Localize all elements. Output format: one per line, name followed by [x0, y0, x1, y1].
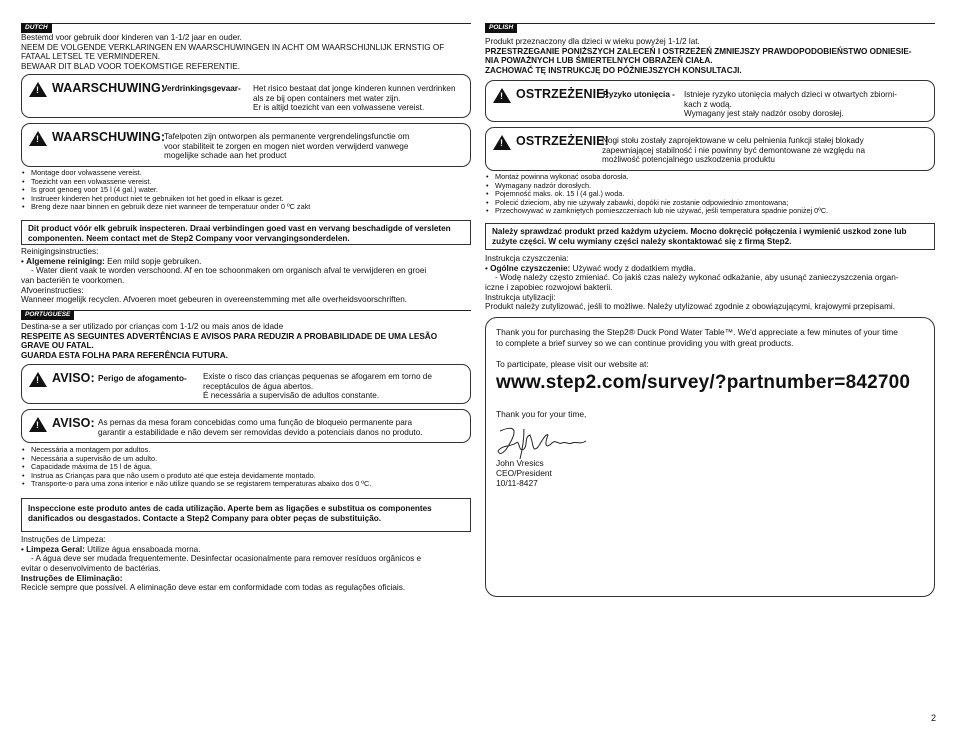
warning-icon [29, 417, 47, 432]
polish-section: POLISH Produkt przeznaczony dla dzieci w wieku powyżej 1-1/2 lat. PRZESTRZEGANIE PONIŻSZYCH ZALECEŃ I OSTRZEŻEŃ ZMNIEJSZY PRAWDOPODOBIEŃSTWO ODNIESIE- NIA POWAŻNYCH LUB ŚMIERTELNYCH OBRAŻEŃ CIAŁA. ZACHOWAĆ TĘ INSTRUKCJĘ DO PÓŹNIEJSZYCH KONSULTACJI. ! OSTRZEŻENIE! Ryzyko utonięcia - Istnieje ryzyko utonięcia małych dzieci w otwartych zbiorni- kach z wodą. Wymagany jest stały nadzór osoby dorosłej. ! OSTRZEŻENIE! Nogi stołu zostały zaprojektowane w celu pełnienia funkcji stałej blokady zapewniającej stabilność i nie powinny być demontowane ze względu na możliwość potencjalnego uszkodzenia produktu • Montaż powinna wykonać osoba dorosła. • Wymagany nadzór dorosłych. • Pojemność maks. ok. 15 l (4 gal.) woda. • Polecić dzieciom, aby nie używały zabawki, dopóki nie zostanie odpowiednio zmontowana; • Przechowywać w zamkniętych pomieszczeniach lub nie używać, jeśli temperatura spadnie poniżej 0ºC. Należy sprawdzać produkt przed każdym użyciem. Mocno dokręcić połączenia i wymienić uszkod zone lub zużyte części. W celu wymiany części należy skontaktować się z firmą Step2. Instrukcja czyszczenia: • Ogólne czyszczenie: Używać wody z dodatkiem mydła. - Wodę należy często zmieniać. Co jakiś czas należy wykonać odkażanie, aby usunąć zanieczyszczenia organ- iczne i zapobiec rozwojowi bakterii. Instrukcja utylizacji: Produkt należy zutylizować, jeśli to możliwe. Należy utylizować zgodnie z obowiązującymi, krajowymi przepisami. [485, 23, 935, 316]
warning-line: garantir a estabilidade e não devem ser removidas devido a potenciais danos no produto. [98, 427, 423, 437]
pl-intro-2: PRZESTRZEGANIE PONIŻSZYCH ZALECEŃ I OSTRZEŻEŃ ZMNIEJSZY PRAWDOPODOBIEŃSTWO ODNIESIE- [485, 46, 912, 56]
page-number: 2 [931, 713, 937, 723]
list-item: • Transporte-o para uma zona interior e não utilize quando se se registarem temperaturas abaixo dos 0 ºC. [21, 480, 471, 489]
survey-thanks-2: to complete a brief survey so we can continue providing you with great products. [496, 337, 794, 348]
survey-url[interactable]: www.step2.com/survey/?partnumber=842700 [496, 372, 911, 393]
pl-dispose-heading: Instrukcja utylizacji: [485, 292, 556, 302]
dutch-intro-4: BEWAAR DIT BLAD VOOR TOEKOMSTIGE REFERENTIE. [21, 62, 240, 72]
list-item: • Polecić dzieciom, aby nie używały zabawki, dopóki nie zostanie odpowiednio zmontowana; [485, 199, 935, 208]
warning-title: WAARSCHUWING: [52, 130, 166, 144]
warning-line: als ze bij open containers met water zijn. [253, 93, 401, 103]
warning-icon [29, 82, 47, 97]
warning-label: Verdrinkingsgevaar- [162, 84, 241, 93]
survey-thanks-1: Thank you for purchasing the Step2® Duck Pond Water Table™. We'd appreciate a few minutes of your time [496, 327, 898, 337]
pt-warning-legs [21, 409, 471, 443]
warning-line: Nogi stołu zostały zaprojektowane w celu pełnienia funkcji stałej blokady [602, 136, 864, 145]
warning-icon [493, 88, 511, 103]
list-item: • Necessária a montagem por adultos. [21, 446, 471, 455]
pt-dispose-heading: Instruções de Eliminação: [21, 573, 123, 583]
pt-warning-drowning [21, 364, 471, 404]
list-item: • Pojemność maks. ok. 15 l (4 gal.) woda. [485, 190, 935, 199]
dutch-inspect-box: Dit product vóór elk gebruik inspecteren. Draai verbindingen goed vast en vervang beschadigde of versleten componenten. Neem contact met de Step2 Company voor vervangingsonderdelen. [21, 220, 471, 245]
warning-line: mogelijke schade aan het product [164, 151, 287, 161]
pt-clean-label: Limpeza Geral: [26, 544, 85, 554]
dutch-dispose-heading: Afvoerinstructies: [21, 285, 84, 295]
pt-intro-1: Destina-se a ser utilizado por crianças com 1-1/2 ou mais anos de idade [21, 322, 284, 331]
warning-label: Ryzyko utonięcia - [603, 90, 675, 99]
warning-icon [29, 372, 47, 387]
document-code: 10/11-8427 [496, 478, 538, 489]
warning-line: É necessária a supervisão de adultos constante. [203, 391, 380, 401]
dutch-clean-text: Een mild sopje gebruiken. [107, 256, 202, 266]
pt-inspect-box: Inspeccione este produto antes de cada utilização. Aperte bem as ligações e substitua os componentes danificados ou desgastados. Contacte a Step2 Company para obter peças de substituição. [21, 498, 471, 532]
warning-line: możliwość potencjalnego uszkodzenia produktu [602, 155, 775, 165]
list-item: • Instrua as Crianças para que não usem o produto até que esteja devidamente montado. [21, 472, 471, 481]
list-item: • Instrueer kinderen het product niet te gebruiken tot het goed in elkaar is gezet. [21, 195, 471, 204]
warning-icon [493, 135, 511, 150]
pl-warning-drowning [485, 80, 935, 122]
pl-clean-sub2: iczne i zapobiec rozwojowi bakterii. [485, 283, 613, 293]
dutch-intro-3: FATAAL LETSEL TE VERMINDEREN. [21, 52, 161, 62]
warning-title: AVISO: [52, 371, 95, 385]
portuguese-section: PORTUGUESE Destina-se a ser utilizado por crianças com 1-1/2 ou mais anos de idade RESPEITE AS SEGUINTES ADVERTÊNCIAS E AVISOS PARA REDUZIR A PROBABILIDADE DE UMA LESÃO GRAVE OU FATAL. GUARDA ESTA FOLHA PARA REFERÊNCIA FUTURA. ! AVISO: Perigo de afogamento- Existe o risco das crianças pequenas se afogarem em torno de receptáculos de água abertos. É necessária a supervisão de adultos constante. ! AVISO: As pernas da mesa foram concebidas como uma função de bloqueio permanente para garantir a estabilidade e não devem ser removidas devido a potenciais danos no produto. • Necessária a montagem por adultos. • Necessária a supervisão de um adulto. • Capacidade máxima de 15 l de água. • Instrua as Crianças para que não usem o produto até que esteja devidamente montado. • Transporte-o para uma zona interior e não utilize quando se se registarem temperaturas abaixo dos 0 ºC. Inspeccione este produto antes de cada utilização. Aperte bem as ligações e substitua os componentes danificados ou desgastados. Contacte a Step2 Company para obter peças de substituição. Instruções de Limpeza: • Limpeza Geral: Utilize água ensaboada morna. - A água deve ser mudada frequentemente. Desinfectar ocasionalmente para remover resíduos orgânicos e evitar o desenvolvimento de bactérias. Instruções de Eliminação: Recicle sempre que possível. A eliminação deve estar em conformidade com todas as regulações oficiais. [21, 310, 471, 603]
dutch-clean-sub1: - Water dient vaak te worden verschoond. Af en toe schoonmaken om organisch afval te verwijderen en groei [31, 266, 427, 276]
survey-card [485, 317, 935, 597]
signature-image [494, 423, 594, 463]
warning-line: As pernas da mesa foram concebidas como uma função de bloqueio permanente para [98, 418, 413, 427]
pl-intro-3: NIA POWAŻNYCH LUB ŚMIERTELNYCH OBRAŻEŃ CIAŁA. [485, 56, 713, 66]
pt-intro-4: GUARDA ESTA FOLHA PARA REFERÊNCIA FUTURA. [21, 351, 228, 361]
warning-line: voor stabiliteit te zorgen en mogen niet worden verwijderd vanwege [164, 141, 409, 151]
warning-icon [29, 131, 47, 146]
signer-name: John Vresics [496, 458, 544, 468]
dutch-bullets [21, 169, 471, 212]
dutch-intro-1: Bestemd voor gebruik door kinderen van 1-1/2 jaar en ouder. [21, 33, 242, 42]
portuguese-tag: PORTUGUESE [21, 310, 74, 320]
polish-tag: POLISH [485, 23, 517, 33]
pl-intro-1: Produkt przeznaczony dla dzieci w wieku powyżej 1-1/2 lat. [485, 37, 700, 46]
list-item: • Toezicht van een volwassene vereist. [21, 178, 471, 187]
warning-line: Existe o risco das crianças pequenas se afogarem em torno de [203, 372, 432, 381]
warning-line: Er is altijd toezicht van een volwassene vereist. [253, 103, 425, 113]
dutch-clean-sub2: van bacteriën te voorkomen. [21, 276, 125, 286]
warning-line: receptáculos de água abertos. [203, 381, 314, 391]
pl-warning-legs [485, 127, 935, 171]
warning-line: Istnieje ryzyko utonięcia małych dzieci w otwartych zbiorni- [684, 90, 897, 99]
pt-bullets [21, 446, 471, 489]
dutch-clean-heading: Reinigingsinstructies: [21, 247, 99, 256]
list-item: • Montaż powinna wykonać osoba dorosła. [485, 173, 935, 182]
pt-clean-text: Utilize água ensaboada morna. [87, 544, 201, 554]
dutch-section: DUTCH Bestemd voor gebruik door kinderen van 1-1/2 jaar en ouder. NEEM DE VOLGENDE VERKLARINGEN EN WAARSCHUWINGEN IN ACHT OM WAARSCHIJNLIJK ERNSTIG OF FATAAL LETSEL TE VERMINDEREN. BEWAAR DIT BLAD VOOR TOEKOMSTIGE REFERENTIE. ! WAARSCHUWING: Verdrinkingsgevaar- Het risico bestaat dat jonge kinderen kunnen verdrinken als ze bij open containers met water zijn. Er is altijd toezicht van een volwassene vereist. ! WAARSCHUWING: Tafelpoten zijn ontworpen als permanente vergrendelingsfunctie om voor stabiliteit te zorgen en mogen niet worden verwijderd vanwege mogelijke schade aan het product • Montage door volwassene vereist. • Toezicht van een volwassene vereist. • Is groot genoeg voor 15 l (4 gal.) water. • Instrueer kinderen het product niet te gebruiken tot het goed in elkaar is gezet. • Breng deze naar binnen en gebruik deze niet wanneer de temperatuur onder 0 ºC zakt Dit product vóór elk gebruik inspecteren. Draai verbindingen goed vast en vervang beschadigde of versleten componenten. Neem contact met de Step2 Company voor vervangingsonderdelen. Reinigingsinstructies: • Algemene reiniging: Een mild sopje gebruiken. - Water dient vaak te worden verschoond. Af en toe schoonmaken om organisch afval te verwijderen en groei van bacteriën te voorkomen. Afvoerinstructies: Wanneer mogelijk recyclen. Afvoeren moet gebeuren in overeenstemming met alle overheidsvoorschriften. [21, 23, 471, 296]
warning-title: OSTRZEŻENIE! [516, 87, 609, 101]
dutch-dispose-text: Wanneer mogelijk recyclen. Afvoeren moet gebeuren in overeenstemming met alle overheidsvoorschriften. [21, 295, 408, 305]
warning-line: zapewniającej stabilność i nie powinny być demontowane ze względu na [602, 145, 866, 155]
list-item: • Necessária a supervisão de um adulto. [21, 455, 471, 464]
signer-role: CEO/President [496, 468, 552, 479]
pl-dispose-text: Produkt należy zutylizować, jeśli to możliwe. Należy utylizować zgodnie z obowiązującymi, krajowymi przepisami. [485, 302, 895, 312]
pl-inspect-box: Należy sprawdzać produkt przed każdym użyciem. Mocno dokręcić połączenia i wymienić uszkod zone lub zużyte części. W celu wymiany części należy skontaktować się z firmą Step2. [485, 223, 935, 250]
right-column [485, 23, 935, 489]
dutch-intro-2: NEEM DE VOLGENDE VERKLARINGEN EN WAARSCHUWINGEN IN ACHT OM WAARSCHIJNLIJK ERNSTIG OF [21, 42, 445, 52]
warning-title: AVISO: [52, 416, 95, 430]
warning-title: WAARSCHUWING: [52, 81, 166, 95]
list-item: • Capacidade máxima de 15 l de água. [21, 463, 471, 472]
survey-participate: To participate, please visit our website at: [496, 358, 649, 369]
pt-clean-sub1: - A água deve ser mudada frequentemente. Desinfectar ocasionalmente para remover resíduos orgânicos e [31, 554, 422, 564]
list-item: • Breng deze naar binnen en gebruik deze niet wanneer de temperatuur onder 0 ºC zakt [21, 203, 471, 212]
warning-line: Wymagany jest stały nadzór osoby dorosłej. [684, 109, 844, 119]
pt-dispose-text: Recicle sempre que possível. A eliminação deve estar em conformidade com todas as regulações oficiais. [21, 583, 406, 593]
pt-intro-3: GRAVE OU FATAL. [21, 341, 94, 351]
warning-label: Perigo de afogamento- [98, 374, 187, 383]
pt-clean-heading: Instruções de Limpeza: [21, 535, 106, 544]
pl-clean-label: Ogólne czyszczenie: [490, 263, 571, 273]
pl-clean-sub1: - Wodę należy często zmieniać. Co jakiś czas należy wykonać odkażanie, aby usunąć zanieczyszczenia organ- [495, 273, 899, 283]
list-item: • Montage door volwassene vereist. [21, 169, 471, 178]
dutch-tag: DUTCH [21, 23, 52, 33]
list-item: • Przechowywać w zamkniętych pomieszczeniach lub nie używać, jeśli temperatura spadnie poniżej 0ºC. [485, 207, 935, 216]
pt-intro-2: RESPEITE AS SEGUINTES ADVERTÊNCIAS E AVISOS PARA REDUZIR A PROBABILIDADE DE UMA LESÃO [21, 331, 438, 341]
warning-line: kach z wodą. [684, 99, 732, 109]
pl-clean-text: Używać wody z dodatkiem mydła. [572, 263, 696, 273]
list-item: • Is groot genoeg voor 15 l (4 gal.) water. [21, 186, 471, 195]
warning-title: OSTRZEŻENIE! [516, 134, 609, 148]
list-item: • Wymagany nadzór dorosłych. [485, 182, 935, 191]
dutch-warning-legs [21, 123, 471, 167]
dutch-clean-label: Algemene reiniging: [26, 256, 105, 266]
pl-bullets [485, 173, 935, 216]
pl-clean-heading: Instrukcja czyszczenia: [485, 254, 569, 263]
warning-line: Tafelpoten zijn ontworpen als permanente vergrendelingsfunctie om [164, 132, 410, 141]
pt-clean-sub2: evitar o desenvolvimento de bactérias. [21, 564, 161, 574]
dutch-warning-drowning [21, 74, 471, 118]
pl-intro-4: ZACHOWAĆ TĘ INSTRUKCJĘ DO PÓŹNIEJSZYCH KONSULTACJI. [485, 66, 742, 76]
warning-line: Het risico bestaat dat jonge kinderen kunnen verdrinken [253, 84, 456, 93]
left-column [21, 23, 471, 593]
survey-closing: Thank you for your time, [496, 409, 587, 419]
